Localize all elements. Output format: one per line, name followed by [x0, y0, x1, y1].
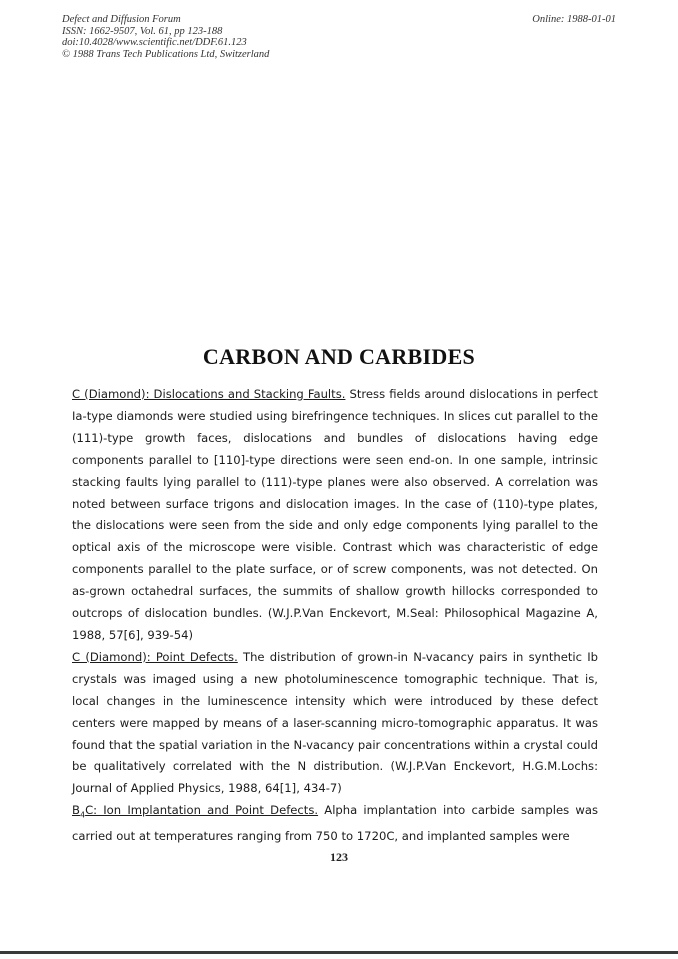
section-heading: C (Diamond): Point Defects.: [72, 649, 238, 664]
article-body: [72, 384, 598, 848]
section-paragraph: [72, 384, 598, 647]
footer-rule: [0, 951, 678, 954]
issn-line: ISSN: 1662-9507, Vol. 61, pp 123-188: [62, 25, 223, 37]
section-heading: C (Diamond): Dislocations and Stacking Faults.: [72, 387, 346, 401]
section-paragraph: [72, 800, 598, 848]
section-text: Alpha implantation into carbide samples was carried out at temperatures ranging from 750 to 1720C, and implanted samples were: [72, 803, 598, 844]
section-paragraph: [72, 647, 598, 800]
copyright-line: © 1988 Trans Tech Publications Ltd, Switzerland: [62, 48, 270, 60]
section-heading: [72, 803, 319, 820]
heading-subscript: 4: [79, 810, 86, 820]
online-date: Online: 1988-01-01: [532, 14, 616, 25]
journal-name: Defect and Diffusion Forum: [62, 14, 181, 25]
section-text: The distribution of grown-in N-vacancy pairs in synthetic Ib crystals was imaged using a new photoluminescence tomographic technique. That is, local changes in the luminescence intensity which were introduced by these defect centers were mapped by means of a laser-scanning micro-tomographic apparatus. It was found that the spatial variation in the N-vacancy pair concentrations within a crystal could be qualitatively correlated with the N distribution. (W.J.P.Van Enckevort, H.G.M.Lochs: Journal of Applied Physics, 1988, 64[1], 434-7): [72, 649, 598, 796]
page-title: CARBON AND CARBIDES: [202, 344, 476, 369]
page-number: 123: [330, 850, 348, 864]
heading-rest: C: Ion Implantation and Point Defects.: [85, 803, 319, 818]
heading-element: B: [72, 803, 80, 818]
doi-line[interactable]: doi:10.4028/www.scientific.net/DDF.61.123: [62, 37, 247, 48]
section-text: Stress fields around dislocations in perfect Ia-type diamonds were studied using birefringence techniques. In slices cut parallel to the (111)-type growth faces, dislocations and bundles of dislocations having edge components parallel to [110]-type directions were seen end-on. In one sample, intrinsic stacking faults lying parallel to (111)-type planes were also observed. A correlation was noted between surface trigons and dislocation images. In the case of (110)-type plates, the dislocations were seen from the side and only edge components lying parallel to the optical axis of the microscope were visible. Contrast which was characteristic of edge components parallel to the plate surface, or of screw components, was not detected. On as-grown octahedral surfaces, the summits of shallow growth hillocks corresponded to outcrops of dislocation bundles. (W.J.P.Van Enckevort, M.Seal: Philosophical Magazine A, 1988, 57[6], 939-54): [72, 387, 598, 642]
journal-header: [62, 14, 269, 60]
